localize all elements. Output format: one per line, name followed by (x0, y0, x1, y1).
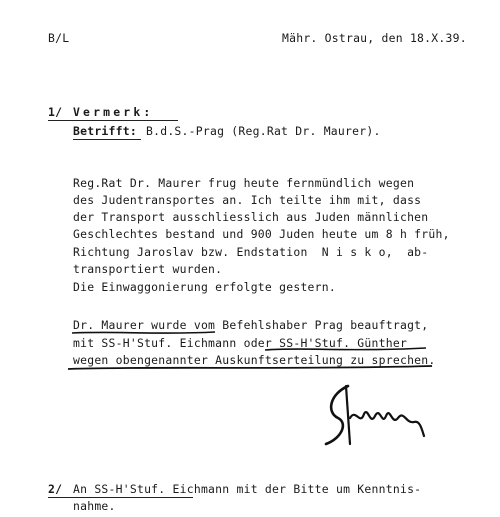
body-line: Richtung Jaroslav bzw. Endstation N i s k o, ab- (73, 245, 429, 259)
body-line: der Transport ausschliesslich aus Juden männlichen (73, 210, 429, 224)
reference-code: B/L (48, 31, 70, 45)
instruction-line: Dr. Maurer wurde vom Befehlshaber Prag beauftragt, (73, 318, 429, 332)
subject-label: Betrifft: (73, 124, 137, 138)
subject-text: B.d.S.-Prag (Reg.Rat Dr. Maurer). (146, 124, 381, 138)
instruction-line: mit SS-H'Stuf. Eichmann oder SS-H'Stuf. Günther (73, 336, 408, 350)
section-2-line: nahme. (73, 499, 116, 513)
section-1-title: Vermerk: (73, 105, 154, 119)
section-1-number: 1/ (48, 105, 63, 119)
instruction-line: wegen obengenannter Auskunftserteilung zu sprechen. (73, 353, 436, 367)
section-2-line: An SS-H'Stuf. Eichmann mit der Bitte um Kenntnis- (73, 482, 422, 496)
section-2-underline (48, 497, 193, 498)
signature (320, 378, 430, 458)
body-line: Reg.Rat Dr. Maurer frug heute fernmündlich wegen (73, 176, 415, 190)
place-date: Mähr. Ostrau, den 18.X.39. (282, 31, 467, 45)
body-line: Geschlechtes bestand und 900 Juden heute um 8 h früh, (73, 227, 450, 241)
section-2-number: 2/ (48, 482, 63, 496)
body-line: transportiert wurden. (73, 262, 223, 276)
body-line: des Judentransportes an. Ich teilte ihm mit, dass (73, 193, 422, 207)
body-line: Die Einwaggonierung erfolgte gestern. (73, 280, 336, 294)
